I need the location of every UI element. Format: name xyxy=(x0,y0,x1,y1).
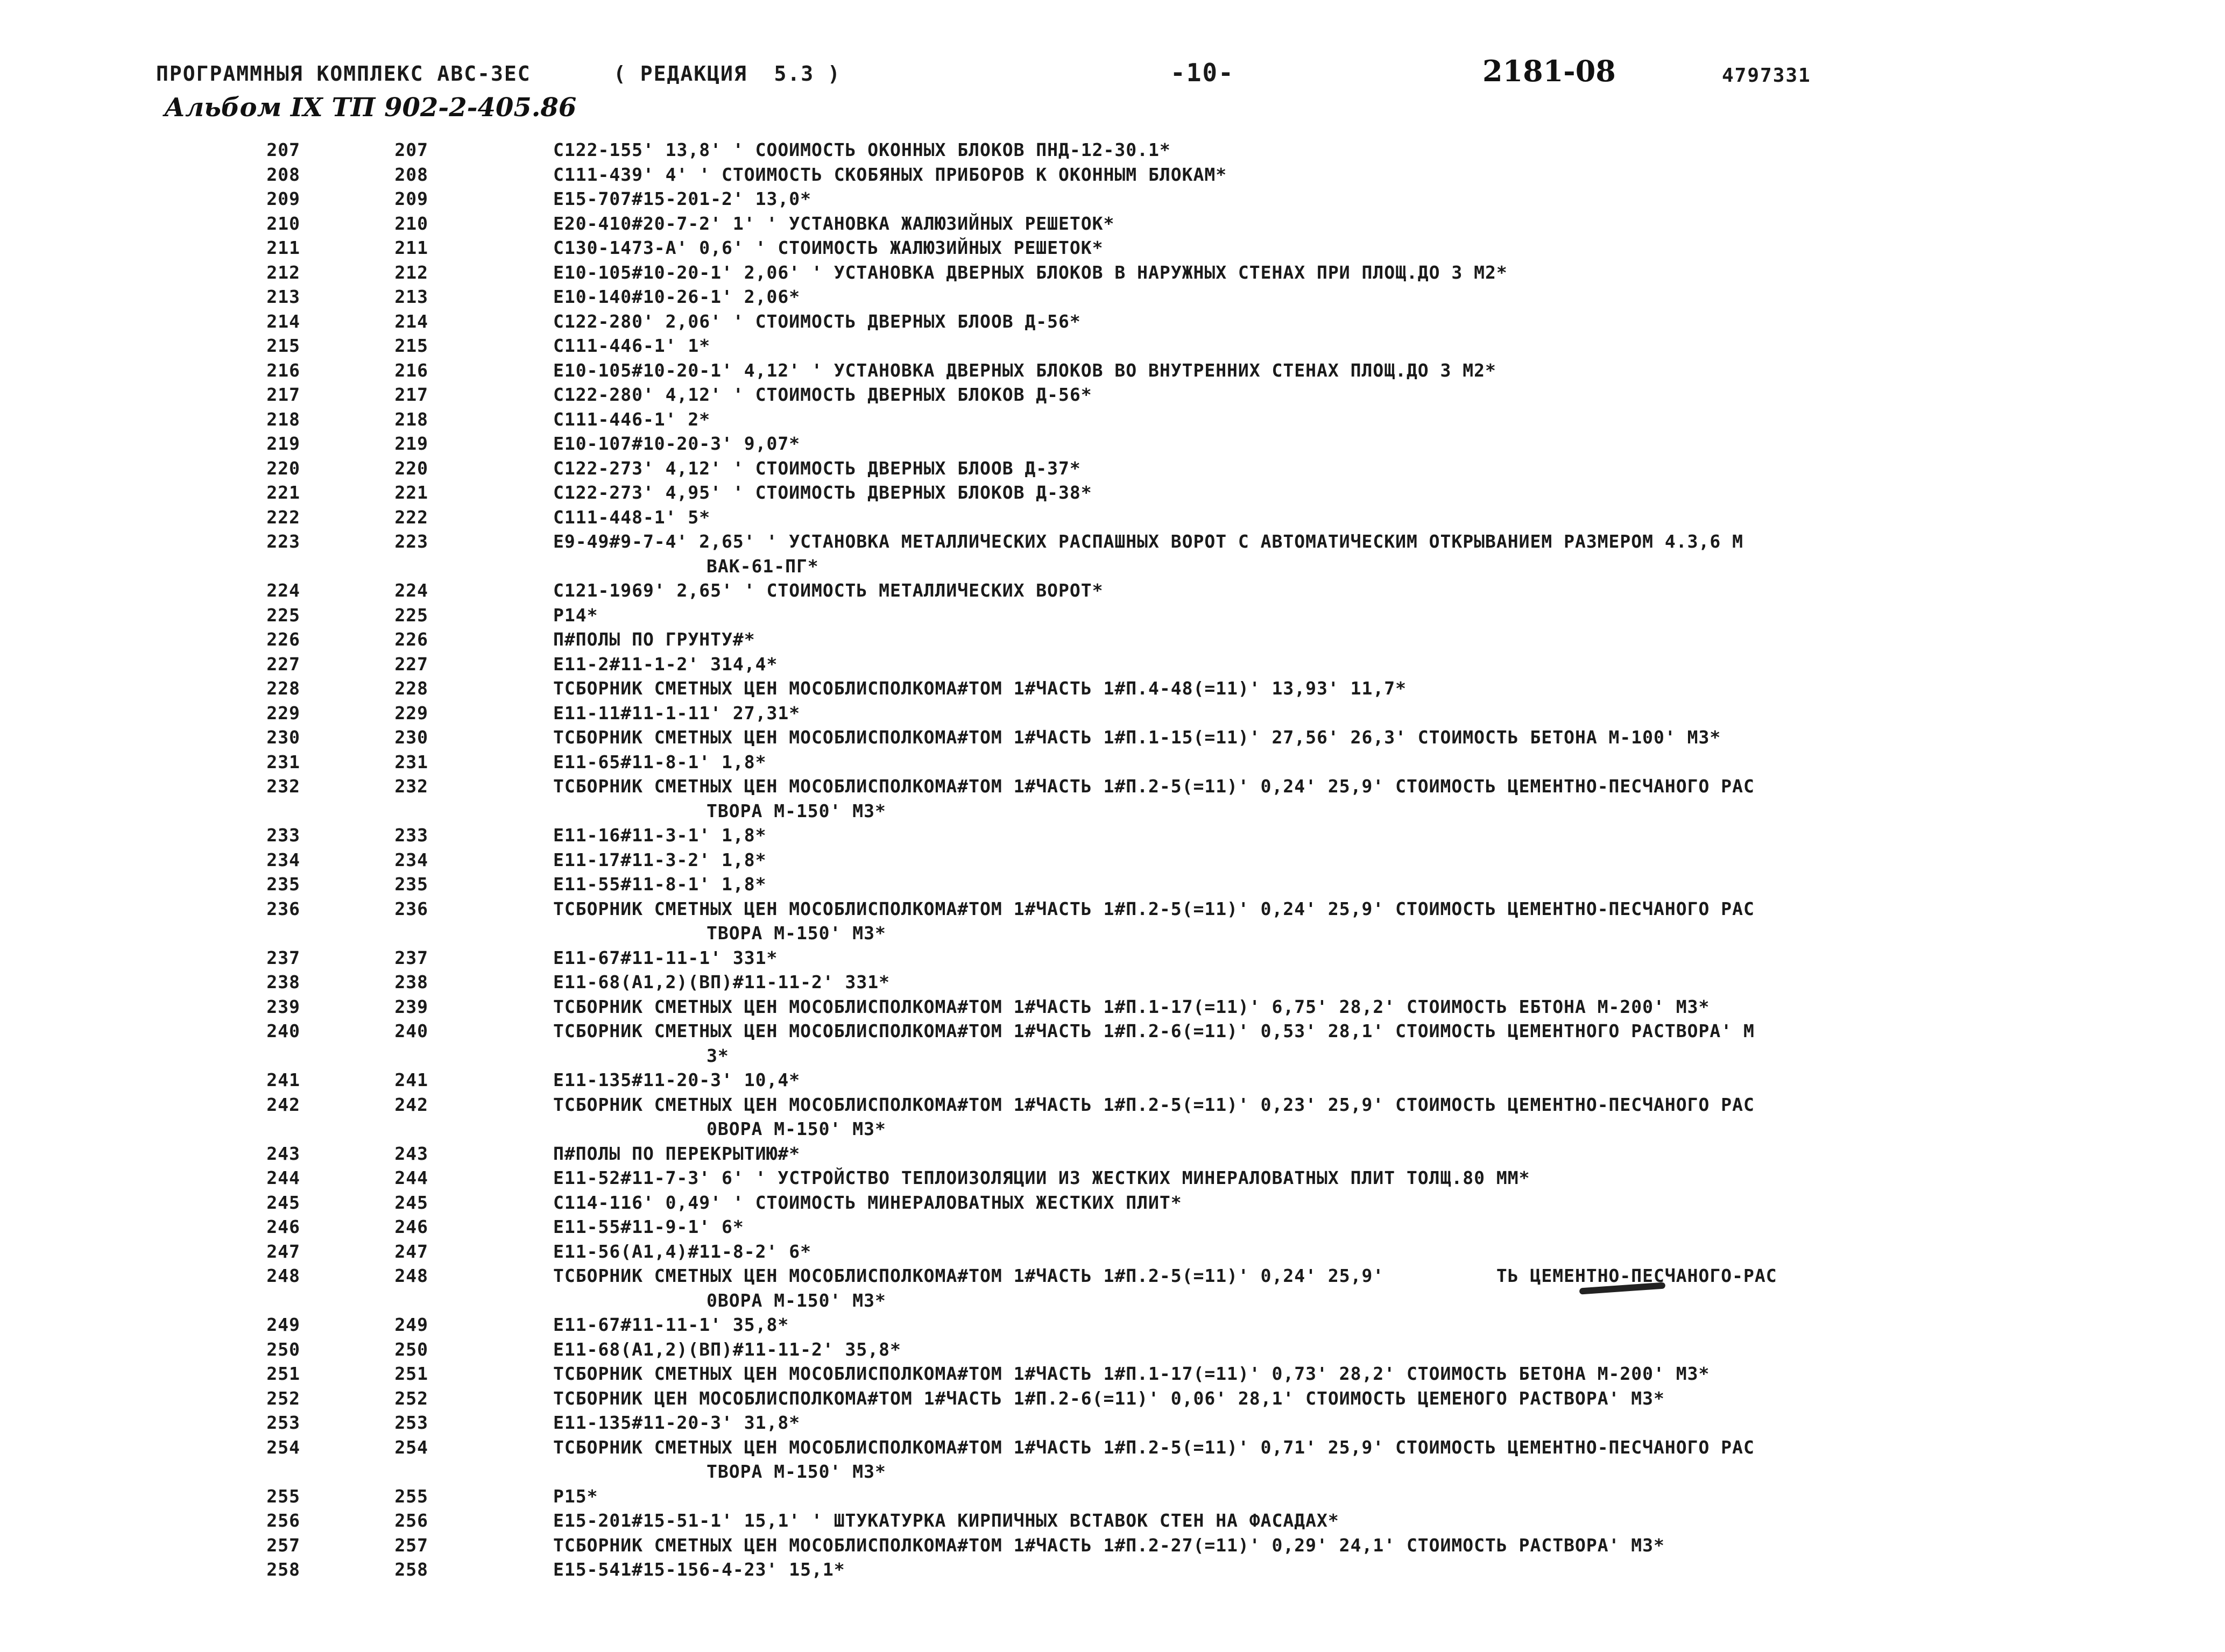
listing-row xyxy=(0,848,2225,873)
line-number-a: 225 xyxy=(266,604,300,626)
line-number-b: 207 xyxy=(394,139,428,160)
line-text-main: Е11-68(А1,2)(ВП)#11-11-2' 331* xyxy=(553,972,891,992)
listing-row xyxy=(0,211,2225,236)
listing-row xyxy=(0,701,2225,726)
listing-row xyxy=(0,1166,2225,1190)
line-number-a: 232 xyxy=(266,776,300,797)
line-number-b: 238 xyxy=(394,972,428,992)
line-number-a: 258 xyxy=(266,1559,300,1580)
listing-row xyxy=(0,652,2225,677)
line-text xyxy=(553,456,2225,481)
line-text xyxy=(553,750,2225,775)
line-text xyxy=(553,1093,2225,1141)
line-number-b: 218 xyxy=(394,408,428,430)
line-text-main: Е11-67#11-11-1' 331* xyxy=(553,947,778,968)
line-number-a: 227 xyxy=(266,653,300,675)
line-number-b: 236 xyxy=(394,898,428,919)
line-text xyxy=(553,382,2225,407)
line-text xyxy=(553,480,2225,505)
line-text-main: Е11-65#11-8-1' 1,8* xyxy=(553,751,767,772)
line-text xyxy=(553,578,2225,603)
line-number-a: 251 xyxy=(266,1363,300,1384)
line-number-b: 240 xyxy=(394,1020,428,1041)
line-number-a: 222 xyxy=(266,506,300,528)
line-number-a: 252 xyxy=(266,1387,300,1409)
line-text-main: Е11-17#11-3-2' 1,8* xyxy=(553,849,767,870)
line-text xyxy=(553,260,2225,285)
line-number-a: 247 xyxy=(266,1240,300,1262)
line-text-main: Е11-67#11-11-1' 35,8* xyxy=(553,1314,789,1335)
line-text-main: Е10-107#10-20-3' 9,07* xyxy=(553,433,801,454)
listing-row xyxy=(0,725,2225,750)
line-number-a: 249 xyxy=(266,1314,300,1335)
line-text-main: С114-116' 0,49' ' СТОИМОСТЬ МИНЕРАЛОВАТНЫХ ЖЕСТКИХ ПЛИТ* xyxy=(553,1192,1182,1213)
listing-row xyxy=(0,995,2225,1019)
line-number-b: 237 xyxy=(394,947,428,968)
line-text-continuation: 0ВОРА М-150' М3* xyxy=(707,1289,886,1311)
line-text-main: ТСБОРНИК СМЕТНЫХ ЦЕН МОСОБЛИСПОЛКОМА#ТОМ 1#ЧАСТЬ 1#П.2-5(=11)' 0,24' 25,9' СТОИМОСТЬ ЦЕМЕНТНО-ПЕСЧАНОГО РАС xyxy=(553,898,1755,919)
line-text xyxy=(553,211,2225,236)
line-number-a: 236 xyxy=(266,898,300,919)
listing-row xyxy=(0,1557,2225,1582)
line-number-a: 208 xyxy=(266,164,300,185)
line-number-b: 255 xyxy=(394,1485,428,1507)
line-number-a: 245 xyxy=(266,1192,300,1213)
line-number-a: 226 xyxy=(266,629,300,650)
line-text-continuation: ВАК-61-ПГ* xyxy=(707,555,819,577)
line-text-main: ТСБОРНИК СМЕТНЫХ ЦЕН МОСОБЛИСПОЛКОМА#ТОМ 1#ЧАСТЬ 1#П.2-6(=11)' 0,53' 28,1' СТОИМОСТЬ ЦЕМЕНТНОГО РАСТВОРА' М xyxy=(553,1020,1755,1041)
line-text xyxy=(553,285,2225,309)
listing-row xyxy=(0,1410,2225,1435)
listing-row xyxy=(0,236,2225,260)
line-number-a: 233 xyxy=(266,825,300,846)
line-text-main: ТСБОРНИК СМЕТНЫХ ЦЕН МОСОБЛИСПОЛКОМА#ТОМ 1#ЧАСТЬ 1#П.1-17(=11)' 6,75' 28,2' СТОИМОСТЬ ЕБТОНА М-200' М3* xyxy=(553,996,1710,1017)
line-text xyxy=(553,701,2225,726)
line-number-a: 238 xyxy=(266,972,300,992)
line-number-b: 208 xyxy=(394,164,428,185)
line-text-continuation: ТВОРА М-150' М3* xyxy=(707,923,886,944)
line-number-a: 230 xyxy=(266,727,300,748)
listing-row xyxy=(0,1215,2225,1239)
listing-row xyxy=(0,431,2225,456)
line-number-b: 212 xyxy=(394,261,428,283)
listing-row xyxy=(0,970,2225,995)
line-text xyxy=(553,725,2225,750)
line-text-main: ТСБОРНИК СМЕТНЫХ ЦЕН МОСОБЛИСПОЛКОМА#ТОМ 1#ЧАСТЬ 1#П.1-17(=11)' 0,73' 28,2' СТОИМОСТЬ БЕТОНА М-200' М3* xyxy=(553,1363,1710,1384)
line-number-a: 219 xyxy=(266,433,300,454)
line-text-main: Е10-140#10-26-1' 2,06* xyxy=(553,286,801,307)
line-text-main: С122-273' 4,95' ' СТОИМОСТЬ ДВЕРНЫХ БЛОКОВ Д-38* xyxy=(553,482,1092,503)
line-number-a: 231 xyxy=(266,751,300,772)
listing-row xyxy=(0,1508,2225,1533)
line-number-b: 249 xyxy=(394,1314,428,1335)
line-number-a: 218 xyxy=(266,408,300,430)
line-text xyxy=(553,309,2225,334)
line-text-main: С111-448-1' 5* xyxy=(553,506,711,528)
line-number-a: 215 xyxy=(266,335,300,356)
listing-row xyxy=(0,676,2225,701)
listing-row xyxy=(0,1068,2225,1093)
listing-row xyxy=(0,750,2225,775)
header-code: 2181-08 xyxy=(1482,54,1616,88)
line-text-main: Р14* xyxy=(553,604,598,626)
line-number-a: 241 xyxy=(266,1069,300,1090)
listing-row xyxy=(0,187,2225,211)
listing-row xyxy=(0,1533,2225,1558)
line-text xyxy=(553,1264,2225,1313)
listing-row xyxy=(0,138,2225,162)
line-text xyxy=(553,1435,2225,1484)
line-text-main: Е11-55#11-8-1' 1,8* xyxy=(553,874,767,895)
line-text-main: Е11-16#11-3-1' 1,8* xyxy=(553,825,767,846)
line-text-main: Р15* xyxy=(553,1485,598,1507)
listing-row xyxy=(0,627,2225,652)
line-text xyxy=(553,676,2225,701)
listing-row xyxy=(0,872,2225,897)
listing-row xyxy=(0,1239,2225,1264)
line-text-main: Е11-135#11-20-3' 31,8* xyxy=(553,1412,801,1433)
line-text xyxy=(553,627,2225,652)
line-number-b: 247 xyxy=(394,1240,428,1262)
line-text-main: ТСБОРНИК СМЕТНЫХ ЦЕН МОСОБЛИСПОЛКОМА#ТОМ 1#ЧАСТЬ 1#П.2-5(=11)' 0,23' 25,9' СТОИМОСТЬ ЦЕМЕНТНО-ПЕСЧАНОГО РАС xyxy=(553,1094,1755,1115)
line-text-main: ТСБОРНИК СМЕТНЫХ ЦЕН МОСОБЛИСПОЛКОМА#ТОМ 1#ЧАСТЬ 1#П.1-15(=11)' 27,56' 26,3' СТОИМОСТЬ БЕТОНА М-100' М3* xyxy=(553,727,1721,748)
line-text xyxy=(553,1019,2225,1068)
line-text-continuation: 3* xyxy=(707,1045,729,1066)
line-text xyxy=(553,897,2225,946)
line-number-a: 235 xyxy=(266,874,300,895)
listing-row xyxy=(0,1484,2225,1509)
line-number-b: 233 xyxy=(394,825,428,846)
line-text xyxy=(553,1239,2225,1264)
line-text-main: ТСБОРНИК ЦЕН МОСОБЛИСПОЛКОМА#ТОМ 1#ЧАСТЬ 1#П.2-6(=11)' 0,06' 28,1' СТОИМОСТЬ ЦЕМЕНОГО РАСТВОРА' М3* xyxy=(553,1387,1665,1409)
line-text xyxy=(553,603,2225,628)
header-id: 4797331 xyxy=(1722,65,1811,87)
line-text-main: С111-446-1' 2* xyxy=(553,408,711,430)
line-number-b: 235 xyxy=(394,874,428,895)
line-number-a: 216 xyxy=(266,359,300,381)
line-number-a: 255 xyxy=(266,1485,300,1507)
listing-row xyxy=(0,1190,2225,1215)
line-text xyxy=(553,774,2225,823)
line-text-main: С122-155' 13,8' ' СООИМОСТЬ ОКОННЫХ БЛОКОВ ПНД-12-30.1* xyxy=(553,139,1171,160)
line-number-b: 219 xyxy=(394,433,428,454)
listing-row xyxy=(0,1337,2225,1362)
line-text xyxy=(553,407,2225,432)
line-number-b: 256 xyxy=(394,1510,428,1531)
line-number-b: 258 xyxy=(394,1559,428,1580)
line-number-b: 239 xyxy=(394,996,428,1017)
line-text xyxy=(553,1068,2225,1093)
line-text xyxy=(553,1533,2225,1558)
line-text-main: С121-1969' 2,65' ' СТОИМОСТЬ МЕТАЛЛИЧЕСКИХ ВОРОТ* xyxy=(553,580,1104,601)
line-text xyxy=(553,138,2225,162)
line-text xyxy=(553,505,2225,530)
line-text xyxy=(553,529,2225,578)
line-text-continuation: ТВОРА М-150' М3* xyxy=(707,1461,886,1482)
line-text-main: С122-273' 4,12' ' СТОИМОСТЬ ДВЕРНЫХ БЛООВ Д-37* xyxy=(553,457,1081,479)
line-number-b: 245 xyxy=(394,1192,428,1213)
listing-row xyxy=(0,1093,2225,1141)
line-number-b: 253 xyxy=(394,1412,428,1433)
line-text-main: Е11-135#11-20-3' 10,4* xyxy=(553,1069,801,1090)
line-number-a: 250 xyxy=(266,1338,300,1360)
line-text-main: Е15-707#15-201-2' 13,0* xyxy=(553,188,811,209)
line-text xyxy=(553,1337,2225,1362)
listing-rows xyxy=(0,138,2225,1582)
line-number-b: 217 xyxy=(394,384,428,405)
line-number-b: 210 xyxy=(394,212,428,234)
listing-row xyxy=(0,358,2225,383)
line-text xyxy=(553,848,2225,873)
line-text-main: Е11-56(А1,4)#11-8-2' 6* xyxy=(553,1240,811,1262)
listing-row xyxy=(0,1386,2225,1411)
line-text xyxy=(553,946,2225,970)
line-number-a: 220 xyxy=(266,457,300,479)
line-text xyxy=(553,358,2225,383)
line-text-main: П#ПОЛЫ ПО ПЕРЕКРЫТИЮ#* xyxy=(553,1143,801,1164)
line-text xyxy=(553,1386,2225,1411)
line-number-b: 220 xyxy=(394,457,428,479)
line-text-main: П#ПОЛЫ ПО ГРУНТУ#* xyxy=(553,629,755,650)
listing-row xyxy=(0,505,2225,530)
listing-row xyxy=(0,260,2225,285)
header-page-number: -10- xyxy=(1170,58,1234,87)
listing-row xyxy=(0,1313,2225,1337)
line-number-a: 221 xyxy=(266,482,300,503)
line-number-b: 228 xyxy=(394,678,428,699)
line-number-a: 254 xyxy=(266,1436,300,1458)
listing-row xyxy=(0,529,2225,578)
line-number-a: 234 xyxy=(266,849,300,870)
listing-row xyxy=(0,1435,2225,1484)
header-edition: ( РЕДАКЦИЯ 5.3 ) xyxy=(613,62,841,86)
listing-row xyxy=(0,285,2225,309)
line-number-b: 224 xyxy=(394,580,428,601)
line-text-main: Е11-68(А1,2)(ВП)#11-11-2' 35,8* xyxy=(553,1338,901,1360)
line-text-main: Е10-105#10-20-1' 2,06' ' УСТАНОВКА ДВЕРНЫХ БЛОКОВ В НАРУЖНЫХ СТЕНАХ ПРИ ПЛОЩ.ДО 3 М2* xyxy=(553,261,1508,283)
listing-row xyxy=(0,407,2225,432)
line-text-main: ТСБОРНИК СМЕТНЫХ ЦЕН МОСОБЛИСПОЛКОМА#ТОМ 1#ЧАСТЬ 1#П.2-27(=11)' 0,29' 24,1' СТОИМОСТЬ РАСТВОРА' М3* xyxy=(553,1534,1665,1556)
line-number-b: 213 xyxy=(394,286,428,307)
line-text-main: С111-439' 4' ' СТОИМОСТЬ СКОБЯНЫХ ПРИБОРОВ К ОКОННЫМ БЛОКАМ* xyxy=(553,164,1227,185)
listing-row xyxy=(0,1362,2225,1386)
line-number-a: 217 xyxy=(266,384,300,405)
listing-row xyxy=(0,1141,2225,1166)
line-text-main: ТСБОРНИК СМЕТНЫХ ЦЕН МОСОБЛИСПОЛКОМА#ТОМ 1#ЧАСТЬ 1#П.2-5(=11)' 0,24' 25,9' ТЬ ЦЕМЕНТНО-ПЕСЧАНОГО-РАС xyxy=(553,1265,1777,1286)
line-number-b: 230 xyxy=(394,727,428,748)
line-text xyxy=(553,162,2225,187)
line-number-b: 226 xyxy=(394,629,428,650)
line-text xyxy=(553,1557,2225,1582)
line-number-b: 257 xyxy=(394,1534,428,1556)
line-number-a: 214 xyxy=(266,310,300,332)
line-number-a: 229 xyxy=(266,702,300,724)
line-number-a: 246 xyxy=(266,1216,300,1237)
line-text-main: Е15-541#15-156-4-23' 15,1* xyxy=(553,1559,845,1580)
line-number-b: 242 xyxy=(394,1094,428,1115)
line-text-main: ТСБОРНИК СМЕТНЫХ ЦЕН МОСОБЛИСПОЛКОМА#ТОМ 1#ЧАСТЬ 1#П.2-5(=11)' 0,24' 25,9' СТОИМОСТЬ ЦЕМЕНТНО-ПЕСЧАНОГО РАС xyxy=(553,776,1755,797)
line-number-a: 210 xyxy=(266,212,300,234)
line-number-a: 209 xyxy=(266,188,300,209)
line-number-b: 243 xyxy=(394,1143,428,1164)
line-number-a: 253 xyxy=(266,1412,300,1433)
line-number-b: 231 xyxy=(394,751,428,772)
line-number-a: 257 xyxy=(266,1534,300,1556)
line-number-b: 209 xyxy=(394,188,428,209)
line-text-main: Е10-105#10-20-1' 4,12' ' УСТАНОВКА ДВЕРНЫХ БЛОКОВ ВО ВНУТРЕННИХ СТЕНАХ ПЛОЩ.ДО 3 М2* xyxy=(553,359,1496,381)
line-number-a: 211 xyxy=(266,237,300,258)
listing-row xyxy=(0,603,2225,628)
line-number-b: 216 xyxy=(394,359,428,381)
line-text xyxy=(553,652,2225,677)
listing-row xyxy=(0,162,2225,187)
line-number-b: 241 xyxy=(394,1069,428,1090)
line-text-main: С122-280' 4,12' ' СТОИМОСТЬ ДВЕРНЫХ БЛОКОВ Д-56* xyxy=(553,384,1092,405)
line-text-main: Е11-11#11-1-11' 27,31* xyxy=(553,702,801,724)
line-text-main: С122-280' 2,06' ' СТОИМОСТЬ ДВЕРНЫХ БЛООВ Д-56* xyxy=(553,310,1081,332)
line-number-b: 252 xyxy=(394,1387,428,1409)
line-number-b: 227 xyxy=(394,653,428,675)
line-number-a: 244 xyxy=(266,1167,300,1188)
line-text xyxy=(553,1141,2225,1166)
line-number-b: 223 xyxy=(394,531,428,552)
line-text-main: Е11-2#11-1-2' 314,4* xyxy=(553,653,778,675)
listing-row xyxy=(0,823,2225,848)
line-text-continuation: ТВОРА М-150' М3* xyxy=(707,800,886,821)
line-number-a: 242 xyxy=(266,1094,300,1115)
line-number-b: 229 xyxy=(394,702,428,724)
line-number-a: 256 xyxy=(266,1510,300,1531)
line-number-a: 207 xyxy=(266,139,300,160)
line-text-main: Е15-201#15-51-1' 15,1' ' ШТУКАТУРКА КИРПИЧНЫХ ВСТАВОК СТЕН НА ФАСАДАХ* xyxy=(553,1510,1339,1531)
line-number-b: 251 xyxy=(394,1363,428,1384)
line-number-a: 237 xyxy=(266,947,300,968)
line-number-a: 239 xyxy=(266,996,300,1017)
line-text-main: Е11-55#11-9-1' 6* xyxy=(553,1216,744,1237)
line-number-b: 225 xyxy=(394,604,428,626)
line-text-continuation: 0ВОРА М-150' М3* xyxy=(707,1118,886,1139)
line-text xyxy=(553,1166,2225,1190)
line-number-b: 254 xyxy=(394,1436,428,1458)
line-number-b: 250 xyxy=(394,1338,428,1360)
line-number-a: 223 xyxy=(266,531,300,552)
line-number-b: 232 xyxy=(394,776,428,797)
line-text xyxy=(553,995,2225,1019)
line-text xyxy=(553,1190,2225,1215)
line-text xyxy=(553,970,2225,995)
listing-row xyxy=(0,334,2225,358)
line-number-b: 222 xyxy=(394,506,428,528)
line-text xyxy=(553,431,2225,456)
line-text xyxy=(553,872,2225,897)
listing-row xyxy=(0,456,2225,481)
listing-row xyxy=(0,382,2225,407)
listing-row xyxy=(0,1264,2225,1313)
line-number-a: 228 xyxy=(266,678,300,699)
listing-row xyxy=(0,309,2225,334)
listing-row xyxy=(0,578,2225,603)
line-number-a: 213 xyxy=(266,286,300,307)
line-number-b: 221 xyxy=(394,482,428,503)
line-text xyxy=(553,1410,2225,1435)
line-text-main: Е11-52#11-7-3' 6' ' УСТРОЙСТВО ТЕПЛОИЗОЛЯЦИИ ИЗ ЖЕСТКИХ МИНЕРАЛОВАТНЫХ ПЛИТ ТОЛЩ.80 ММ* xyxy=(553,1167,1530,1188)
header-program: ПРОГРАММНЫЯ КОМПЛЕКС АВС-3ЕС xyxy=(156,62,531,86)
line-number-b: 214 xyxy=(394,310,428,332)
album-title: Альбом IX ТП 902-2-405.86 xyxy=(164,93,577,123)
line-number-b: 244 xyxy=(394,1167,428,1188)
line-number-b: 234 xyxy=(394,849,428,870)
listing-row xyxy=(0,774,2225,823)
line-text-main: ТСБОРНИК СМЕТНЫХ ЦЕН МОСОБЛИСПОЛКОМА#ТОМ 1#ЧАСТЬ 1#П.2-5(=11)' 0,71' 25,9' СТОИМОСТЬ ЦЕМЕНТНО-ПЕСЧАНОГО РАС xyxy=(553,1436,1755,1458)
listing-row xyxy=(0,480,2225,505)
line-text xyxy=(553,236,2225,260)
line-number-a: 212 xyxy=(266,261,300,283)
line-number-a: 224 xyxy=(266,580,300,601)
line-text-main: С111-446-1' 1* xyxy=(553,335,711,356)
line-number-b: 215 xyxy=(394,335,428,356)
line-text-main: Е9-49#9-7-4' 2,65' ' УСТАНОВКА МЕТАЛЛИЧЕСКИХ РАСПАШНЫХ ВОРОТ С АВТОМАТИЧЕСКИМ ОТКРЫВАНИЕМ РАЗМЕРОМ 4.3,6 М xyxy=(553,531,1743,552)
line-number-b: 211 xyxy=(394,237,428,258)
line-text-main: Е20-410#20-7-2' 1' ' УСТАНОВКА ЖАЛЮЗИЙНЫХ РЕШЕТОК* xyxy=(553,212,1115,234)
line-text-main: ТСБОРНИК СМЕТНЫХ ЦЕН МОСОБЛИСПОЛКОМА#ТОМ 1#ЧАСТЬ 1#П.4-48(=11)' 13,93' 11,7* xyxy=(553,678,1407,699)
line-number-a: 243 xyxy=(266,1143,300,1164)
line-number-b: 246 xyxy=(394,1216,428,1237)
listing-row xyxy=(0,946,2225,970)
line-number-a: 248 xyxy=(266,1265,300,1286)
line-number-b: 248 xyxy=(394,1265,428,1286)
line-text xyxy=(553,187,2225,211)
line-text xyxy=(553,1508,2225,1533)
listing-row xyxy=(0,1019,2225,1068)
line-text xyxy=(553,1362,2225,1386)
line-text xyxy=(553,1313,2225,1337)
line-text-main: С130-1473-А' 0,6' ' СТОИМОСТЬ ЖАЛЮЗИЙНЫХ РЕШЕТОК* xyxy=(553,237,1104,258)
line-text xyxy=(553,1484,2225,1509)
line-text xyxy=(553,823,2225,848)
listing-row xyxy=(0,897,2225,946)
line-number-a: 240 xyxy=(266,1020,300,1041)
line-text xyxy=(553,334,2225,358)
line-text xyxy=(553,1215,2225,1239)
